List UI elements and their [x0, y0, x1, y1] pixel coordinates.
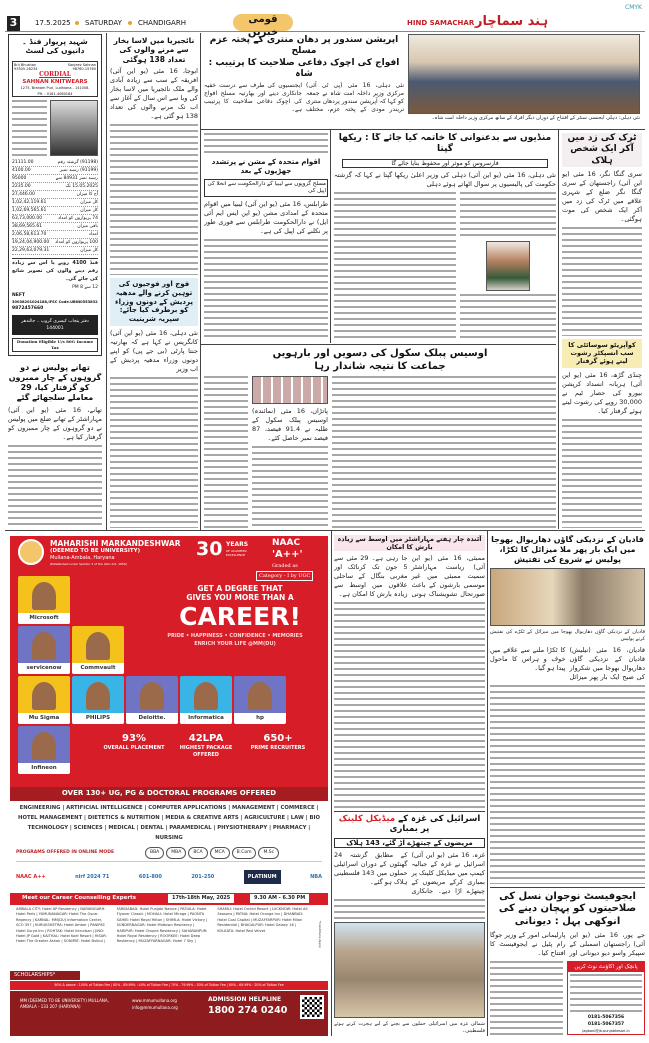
date: 17.5.2025	[35, 19, 71, 27]
brand-logo: ہند سماچار	[475, 14, 549, 29]
established-note: (Established under Section 3 of the UGC Act, 1956)	[50, 562, 127, 566]
fund-amount: 27,446.00	[12, 191, 35, 197]
headline-line: افواج کی اچوک دفاعی صلاحیت کا پرتیبب : شاہ	[208, 57, 400, 79]
stat-item	[172, 732, 240, 759]
online-program-pill[interactable]: MCA	[210, 847, 230, 859]
email-link[interactable]: info@mmumullana.org	[132, 1005, 178, 1010]
company-logo: Deloitte.	[126, 713, 178, 724]
text-block	[460, 192, 556, 239]
fund-amount: 2,06,58,613.70	[12, 231, 47, 237]
accreditations	[16, 861, 322, 891]
years-number: 30	[196, 538, 223, 560]
mandi-story	[334, 133, 556, 341]
counselling-time: 9.30 AM - 6.30 PM	[250, 894, 309, 903]
university-type: (DEEMED TO BE UNIVERSITY)	[50, 548, 141, 554]
university-advertisement[interactable]	[10, 536, 328, 1036]
text-block	[110, 377, 198, 528]
mandi-headline: منڈیوں سے بدعنوانی کا خاتمہ کیا جائے گا : ریکھا گپتا	[338, 133, 552, 155]
mandi-body: نئی دہلی، 16 مئی (یو این آئی) دہلی کی وزیر اعلیٰ ریکھا گپتا نے کہا کہ گزشتہ حکومت کی پالیسیوں پر سوال اٹھاتے ہوئے دہلی	[334, 170, 556, 188]
mandi-subhead: فارسروس کو موثر اور محفوظ بنایا جائے گا	[342, 159, 548, 168]
conditions-note: *Conditions Apply	[318, 921, 322, 948]
alumni-photo	[86, 682, 110, 710]
gaza-caption: شمالی غزہ میں اسرائیلی حملوں سے بچنے کے لیے ہجرت کرتے ہوئے فلسطینی۔	[334, 1021, 485, 1034]
company-logo: Infineon	[18, 763, 70, 774]
rekha-gupta-photo	[486, 241, 530, 291]
company-logo: Microsoft	[18, 613, 70, 624]
mobile-number: 9872457660	[12, 305, 44, 311]
enrich-line: ENRICH YOUR LIFE @MM(DU)	[194, 641, 276, 647]
text-block	[334, 602, 485, 808]
column-divider	[331, 531, 332, 1036]
fund-label: 100 پریواروں کو امداد	[55, 239, 98, 245]
programs-banner: OVER 130+ UG, PG & DOCTORAL PROGRAMS OFFERED	[10, 787, 328, 801]
oasis-body: پاتڑاں، 16 مئی (نمائندہ) اوسیس پبلک سکول کے طلبہ نے 91.4 فیصد، 87 فیصد نمبر حاصل کئے۔	[252, 407, 328, 442]
bullet-icon	[128, 21, 132, 25]
society-body: چنڈی گڑھ، 16 مئی (یو این آئی) ہریانہ انسداد کرپشن بیورو کی حصار ٹیم نے 30,000 روپے کی رشوت لیتے ہوئے گرفتار کیا۔	[562, 370, 642, 415]
ad-brand: CORDIAL	[39, 70, 71, 78]
text-block	[110, 124, 198, 275]
text-block	[334, 192, 456, 342]
online-programs	[145, 847, 279, 859]
israel-subhead: مریضوں کے چیتھڑے اڑ گئے، 143 ہلاک	[334, 838, 485, 848]
text-block	[204, 376, 248, 528]
timing: 12 سے PM 8	[72, 284, 98, 290]
column-divider	[487, 531, 488, 1036]
online-program-pill[interactable]: BBA	[145, 847, 164, 859]
fund-label: امداد	[88, 231, 98, 237]
naac-label: NAAC	[272, 538, 301, 548]
stat-item	[244, 732, 312, 752]
weather-headline: آئندہ چار ہفتے مہاراشٹر میں اوسط سے زیادہ بارش کا امکان	[334, 535, 485, 551]
fund-amount: 4100.00	[12, 167, 31, 173]
counselling-bar	[10, 893, 328, 905]
text-block	[252, 446, 328, 528]
army-headline: فوج اور فوجیوں کی توہین کرنے والے مدھیہ پردیش کے دونوں وزراء کو برطرف کیا جائے: سپریہ شرینیت	[110, 278, 198, 326]
ad-phone: PH. : 0161-4080184	[37, 91, 73, 96]
university-name: MAHARISHI MARKANDESHWAR	[50, 539, 181, 548]
text-block	[562, 419, 642, 528]
ad-name: Brij Bhushan	[14, 62, 37, 67]
fund-label: 74 پریواروں کو امداد	[58, 215, 98, 221]
ad-phone: 98760-15760	[72, 66, 96, 71]
society-headline: کوآپریٹو سوسائٹی کا سب انسپکٹر رشوت لیتے ہوئے گرفتار	[562, 339, 642, 367]
column-a	[8, 34, 102, 528]
cordial-ad	[12, 61, 98, 97]
fund-label: 15.05.2025 تک	[65, 183, 98, 189]
ad-phone: 93505-28234	[14, 66, 38, 71]
oasis-columns	[204, 376, 556, 528]
accreditation-logo: 201-250	[191, 873, 215, 880]
un-headline: اقوام متحدہ کے مشن نے پرتشدد جھڑپوں کے بعد	[211, 158, 321, 175]
fund-amount: 1,02,42,119.61	[12, 199, 47, 205]
fund-row	[12, 231, 98, 239]
meeting-photo	[408, 34, 640, 114]
text-block	[490, 685, 645, 884]
alumni-photo	[194, 682, 218, 710]
text-block	[460, 294, 556, 341]
students-photos	[252, 376, 328, 404]
scholarships-label: SCHOLARSHIPS*	[10, 971, 80, 980]
day: SATURDAY	[85, 19, 122, 27]
nigeria-body: ابوجا، 16 مئی (یو این آئی) افریقہ کے سب سے زیادہ آبادی والے ملک نائجیریا میں لاسا بخار کی وبا سے اس سال کے آغاز سے اب تک مرنے والوں کی تعداد 138 ہو گئی ہے۔	[110, 67, 198, 121]
sindoor-body: نئی دہلی، 16 مئی (پی ٹی آئی) مرکزی وزیر داخلہ امت شاہ نے جمعہ کو کہا کہ آپریشن سندور پردھان منتری نریندر مودی کے پختہ عزم، مختلف ایجنسیوں کی طرف سے درست خفیہ جانکاری دینے اور بھارتیہ مسلح افواج کی اچوک دفاعی صلاحیت کا پرتیبب ہے۔	[204, 82, 404, 113]
section-title: قومی خبریں	[233, 14, 293, 31]
thana-headline: تھانے پولیس نے دو گروہوں کے چار ممبروں کو گرفتار کیا، 29 معاملے سلجھائے گئے	[8, 362, 102, 402]
alumni-photo	[32, 682, 56, 710]
fund-row	[12, 191, 98, 199]
fund-label: باقی میزان	[77, 223, 98, 229]
column-qadian-youth	[490, 535, 645, 1035]
company-logo: hp	[234, 713, 286, 724]
fund-amount: 1,02,69,565.61	[12, 207, 47, 213]
classified-phone: 0181-5067357	[587, 1022, 625, 1027]
fund-amount: 21111.00	[12, 159, 34, 165]
youth-body: جے پور، 16 مئی (یو این آئی) راجستھان اسمبلی کے سپیکر واسو دیو دیونانی اور پارلیمانی امور کے وزیر جوگا رام پٹیل نے ایجوفیسٹ کا افتتاح کیا۔	[490, 931, 645, 957]
column-divider	[106, 33, 107, 530]
fund-amount: 22,29,63,079.31	[12, 247, 50, 253]
alumni-photo	[32, 582, 56, 610]
alumni-card	[18, 726, 70, 774]
un-story	[204, 133, 328, 341]
army-body: نئی دہلی، 16 مئی (یو این آئی) کانگریس نے کہا ہے کہ بھارتیہ جنتا پارٹی (بی جے پی) کو اپنے دونوں وزراء مدھیہ پردیش کے اب وزیر	[110, 328, 198, 373]
accreditation-logo: NBA	[310, 873, 322, 880]
company-logo: Informatica	[180, 713, 232, 724]
accreditation-logo: NAAC A++	[16, 873, 46, 880]
stat-item	[100, 732, 168, 752]
university-address: MM (DEEMED TO BE UNIVERSITY) MULLANA, AMBALA - 133 207 (HARYANA)	[20, 998, 109, 1009]
column-divider	[200, 33, 201, 530]
fund-row	[12, 215, 98, 223]
fund-amount: 63,73,000.00	[12, 215, 43, 221]
alumni-photo	[140, 682, 164, 710]
company-logo: PHILIPS	[72, 713, 124, 724]
years-sub: OF ACADEMIC EXCELLENCE	[226, 549, 247, 557]
donation-note: Donation Eligible U/s 80G Income Tax	[12, 338, 98, 352]
qadian-caption: قادیان کے نزدیکی گاؤں دھاریوال بھوجا میں میزائل کے ٹکڑے کی تفتیش کرتے پولیس	[490, 629, 645, 642]
fund-title: شہید پریوار فنڈ ۔ دانیوں کی لسٹ	[22, 37, 88, 56]
fund-text	[12, 100, 47, 156]
helpline-label: ADMISSION HELPLINE	[208, 996, 282, 1003]
thana-body: تھانے، 16 مئی (یو این آئی) مہاراشٹر کے تھانے ضلع میں پولیس نے دو گروہوں کے چار ممبروں کو گرفتار کیا ہے۔	[8, 405, 102, 441]
tagline: GIVES YOU MORE THAN A	[186, 593, 294, 602]
alumni-card	[18, 626, 70, 674]
brand-english: HIND SAMACHAR	[407, 19, 475, 27]
fund-label: (91199) رسید نمبر	[59, 167, 98, 173]
accreditation-logo: PLATINUM	[244, 870, 281, 884]
alumni-card	[126, 676, 178, 724]
alumni-photo	[86, 632, 110, 660]
ad-brand: SAHNAN KNITWEARS	[22, 78, 88, 85]
neft-label: NEFT	[12, 292, 25, 298]
fund-row	[12, 223, 98, 231]
martyr-fund-box	[8, 34, 102, 356]
accreditation-logo: 601-800	[138, 873, 162, 880]
mandi-columns	[334, 192, 556, 342]
missile-debris-photo	[490, 568, 645, 626]
stat-value: 650+	[263, 733, 293, 744]
company-logo: Mu Sigma	[18, 713, 70, 724]
fund-label: کل میزان	[80, 207, 98, 213]
page-number: 3	[7, 16, 20, 31]
fund-label: رسید نمبر 84931 سے	[55, 175, 98, 181]
ugc-category: Category - I by UGC	[256, 571, 313, 581]
naac-grade: 'A++'	[272, 549, 303, 560]
fund-row	[12, 207, 98, 215]
company-logo: servicenow	[18, 663, 70, 674]
fund-row	[12, 167, 98, 175]
online-program-pill[interactable]: MBA	[166, 847, 186, 859]
column-divider	[5, 530, 645, 531]
fund-label: آج کا میزان	[76, 191, 98, 197]
pride-line: PRIDE • HAPPINESS • CONFIDENCE • MEMORIES	[167, 633, 303, 639]
text-block	[8, 445, 102, 528]
divider	[200, 344, 556, 345]
martyr-photo	[50, 100, 98, 156]
text-block	[204, 133, 328, 155]
counselling-label: Meet our Career Counselling Experts	[22, 895, 137, 901]
fund-label: (91198) گزشتہ رقم	[57, 159, 98, 165]
gaza-photo	[334, 922, 485, 1018]
sindoor-headline	[204, 35, 404, 80]
text-block	[204, 239, 328, 342]
venue-list: AMBALA CITY: Hotel AP Residency | NARAINGARH: Hotel Paris | YAMUNANAGAR: Hotel The Oscar Regency | KARNAL: MM(DU) Information Center, SCO 357 | KURUKSHETRA: Hotel Amber | PANIPAT: Hotel Surya Inn | ROHTAK: Hotel Intrurban | JIND: Hotel JP Gold | KAITHAL: Hotel Koel Resort | HISAR: Hotel The Greater Ashok | SONIPAT: Hotel Bulbul | FARIDABAD: Hotel Punjabi Nature | PATIALA: Hotel Flyover Classic | MOHALI: Hotel Mirage | PAONTA SAHIB: Hotel Royal Hilton | SHIMLA: Hotel Victory | SUNDERNAGAR: Hotel Midtown Residency | HARIPUR: Hotel Chopra Residency | SAHARANPUR: Hotel Royal Residency | ROORKEE: Hotel Deep Residency | MUZAFFARNAGAR: Hotel 7 Sky | SHAMLI: Hotel Orchid Resort | LUCKNOW: Hotel All Seasons | PATNA: Hotel Orange Inn | DHANBAD: Hotel Coal Capital | MUZAFFARPUR: Hotel Milan Residential | BHAGALPUR: Hotel Galaxy 16 | KOLKATA: Hotel Red Velvet	[16, 907, 308, 944]
online-program-pill[interactable]: M.Sc	[258, 847, 279, 859]
graded-label: Graded as	[272, 563, 298, 569]
divider	[200, 129, 645, 130]
account-number: 30038201024188,IFSC Code.UBIN0553832	[12, 299, 98, 304]
text-block	[334, 899, 485, 919]
website-link[interactable]: www.mmumullana.org	[132, 998, 177, 1003]
alumni-card	[234, 676, 286, 724]
mandi-right	[460, 192, 556, 342]
stat-value: 42LPA	[188, 733, 224, 744]
online-program-pill[interactable]: B.Com	[232, 847, 257, 859]
appeal-text: فنڈ 4100 روپے یا اس سے زیادہ رقم دینے والوں کی تصویر شائع کی جائے گی۔	[12, 259, 99, 282]
cmyk-mark: CMYK	[625, 4, 642, 11]
photo-caption: نئی دہلی: دہلی ایجنسی سنٹر کے افتتاح کے دوران دیگر افراد کے ساتھ مرکزی وزیر داخلہ امت شاہ۔	[431, 115, 640, 121]
alumni-card	[18, 676, 70, 724]
fields-list: ENGINEERING | ARTIFICIAL INTELLIGENCE | COMPUTER APPLICATIONS | MANAGEMENT | COMMERCE | HOTEL MANAGEMENT | DIETETICS & NUTRITION | MEDIA & CREATIVE ARTS | AGRICULTURE | LAW | BIO TECHNOLOGY | SCIENCES | MEDICAL | DENTAL | PARAMEDICAL | PHYSIOTHERAPY | PHARMACY | NURSING	[18, 805, 320, 841]
fund-amount: 38,69,565.61	[12, 223, 43, 229]
fund-row	[12, 239, 98, 247]
alumni-photo	[32, 732, 56, 760]
alumni-photo	[32, 632, 56, 660]
online-label: PROGRAMS OFFERED IN ONLINE MODE	[16, 850, 115, 855]
fund-row	[12, 199, 98, 207]
classified-phone: 0181-5067356	[587, 1015, 625, 1020]
alumni-card	[18, 576, 70, 624]
fund-table	[12, 159, 98, 255]
column-b	[110, 36, 198, 528]
university-location: Mullana-Ambala, Haryana	[50, 555, 115, 561]
fund-row	[12, 183, 98, 191]
city: CHANDIGARH	[138, 19, 186, 27]
nigeria-headline: نائجیریا میں لاسا بخار سے مرنے والوں کی تعداد 138 ہوگئی	[113, 36, 195, 64]
headline-text: اسرائیل کی غزہ کے میڈیکل کلینک پر بمباری	[338, 813, 481, 835]
alumni-card	[72, 676, 124, 724]
fund-appeal	[12, 258, 98, 312]
stat-label: HIGHEST PACKAGE OFFERED	[179, 745, 233, 758]
martyr-row	[12, 100, 98, 156]
alumni-photo	[248, 682, 272, 710]
scholarship-details: 90% & above : 100% of Tuition Fee | 80% - 89.99% : 40% of Tuition Fee | 70% - 79.99% : 30% of Tuition Fee | 60% - 69.99% : 20% of Tuition Fee	[10, 981, 328, 990]
classified-title: پانچک اور اکاؤنٹ نوٹ کریں	[568, 962, 644, 972]
fund-row	[12, 247, 98, 255]
column-divider	[330, 130, 331, 343]
text-block	[332, 376, 556, 528]
column-right	[562, 133, 642, 528]
fund-amount: 2235.00	[12, 183, 31, 189]
ad-address: 1275, Braham Puri, Ludhiana - 141008.	[20, 85, 90, 90]
accreditation-logo: nirf 2024 71	[75, 873, 110, 880]
fund-amount: 19,24,04,900.00	[12, 239, 50, 245]
un-subhead: مسلح گروپوں سے لیبیا کے دارالحکومت سے انخلا کی اپیل کی	[204, 179, 328, 197]
fund-office: دفتر پنجاب کیسری گروپ ۔ جالندھر 144001	[12, 315, 98, 335]
alumni-card	[72, 626, 124, 674]
truck-body: سری گنگا نگر، 16 مئی (یو این آئی) راجستھان کے سری گنگا نگر ضلع کے شہری علاقے میں ٹرک کی زد میں آکر ایک شخص کی موت ہوگئی۔	[562, 169, 642, 223]
qr-code-icon[interactable]	[300, 995, 324, 1019]
stat-label: OVERALL PLACEMENT	[103, 745, 165, 751]
israel-body: غزہ، 16 مئی (یو این آئی) اسرائیل نے غزہ کے جبالیہ کیمپ میں میڈیکل کلینک پر بمباری کرکے مریضوں کے چیتھڑے اڑا دیے۔ جانکاری کے مطابق گزشتہ 24 گھنٹوں کے دوران اسرائیلی حملوں میں 143 فلسطینی ہلاک ہو گئے۔	[334, 851, 485, 895]
programs-panel	[10, 801, 328, 1036]
fund-row	[12, 175, 98, 183]
years-label: YEARS	[226, 541, 249, 548]
youth-headline: ایجوفیسٹ نوجوان نسل کی صلاحیتوں کو پہچان دینے کی انوکھی پہل : دیونانی	[498, 890, 637, 927]
fund-row	[12, 159, 98, 167]
online-program-pill[interactable]: BCA	[188, 847, 207, 859]
column-weather-israel	[334, 535, 485, 1035]
career-headline: CAREER!	[179, 602, 301, 631]
text-block	[490, 961, 563, 1035]
headline-highlight: میڈیکل کلینک	[338, 813, 396, 824]
ad-name: Sanjeev Sahnan	[67, 62, 96, 67]
university-seal-icon	[18, 539, 44, 565]
oasis-main	[252, 376, 328, 528]
youth-bottom	[490, 961, 645, 1035]
sindoor-story	[204, 35, 404, 127]
text-block	[562, 227, 642, 336]
alumni-card	[180, 676, 232, 724]
headline-line: آپریشن سندور پر دھان منتری کے پختہ عزم مسلح	[209, 35, 399, 57]
bullet-icon	[75, 21, 79, 25]
stat-label: PRIME RECRUITERS	[250, 745, 306, 751]
helpline-number[interactable]: 1800 274 0240	[208, 1005, 288, 1016]
counselling-dates: 17th-18th May, 2025	[168, 894, 234, 903]
stat-value: 93%	[122, 733, 146, 744]
qadian-headline: قادیان کے نزدیکی گاؤں دھاریوال بھوجا میں ایک بار پھر ملا میزائل کا ٹکڑا، پولیس نے شروع کی تفتیش	[491, 535, 644, 564]
oasis-headline: اوسیس پبلک سکول کی دسویں اور بارہویں جماعت کا نتیجہ شاندار رہا	[272, 348, 488, 372]
oasis-story	[204, 348, 556, 528]
divider	[490, 887, 645, 888]
qadian-body: قادیان، 16 مئی (نیلیش) قادیان کے نزدیکی گاؤں دھاریوال بھوجا میں شکروار کی صبح ایک بار پھر میزائل کا ٹکڑا ملنے سے علاقے میں خوف و ہراس کا ماحول پیدا ہو گیا۔	[490, 646, 645, 681]
un-body: طرابلس، 16 مئی (یو این آئی) لیبیا میں اقوام متحدہ کے امدادی مشن (یو این ایس ایم آئی ایل) نے دارالحکومت طرابلس سے فوری طور پر نکلنے کی اپیل کی ہے۔	[204, 199, 328, 235]
page-header	[5, 14, 645, 38]
fund-label: کل میزان	[80, 247, 98, 253]
classified-box	[567, 961, 645, 1035]
fund-label: کل میزان	[80, 199, 98, 205]
footer-bar	[10, 991, 328, 1036]
company-logo: Commvault	[72, 663, 124, 674]
classified-email: jagbani@jb.punjabkesari.in	[582, 1029, 630, 1033]
israel-headline	[334, 811, 485, 835]
fund-amount: 95000	[12, 175, 27, 181]
weather-body: ممبئی، 16 مئی (یو این آئی) ریاست مہاراشٹر سمیت ممبئی میں غیر موسمی بارشوں کے باعث صورتحال تشویشناک ہوتی جا رہی ہے۔ 29 مئی سے 5 جون تک کرناٹک اور مغربی بنگال کے ساحلی علاقوں میں اوسط سے زیادہ بارش کا امکان ہے۔	[334, 554, 485, 599]
text-block	[570, 974, 642, 1012]
truck-headline: ٹرک کی زد میں آکر ایک شخص ہلاک	[562, 133, 642, 167]
tagline: GET A DEGREE THAT	[197, 584, 283, 593]
column-divider	[558, 130, 559, 529]
